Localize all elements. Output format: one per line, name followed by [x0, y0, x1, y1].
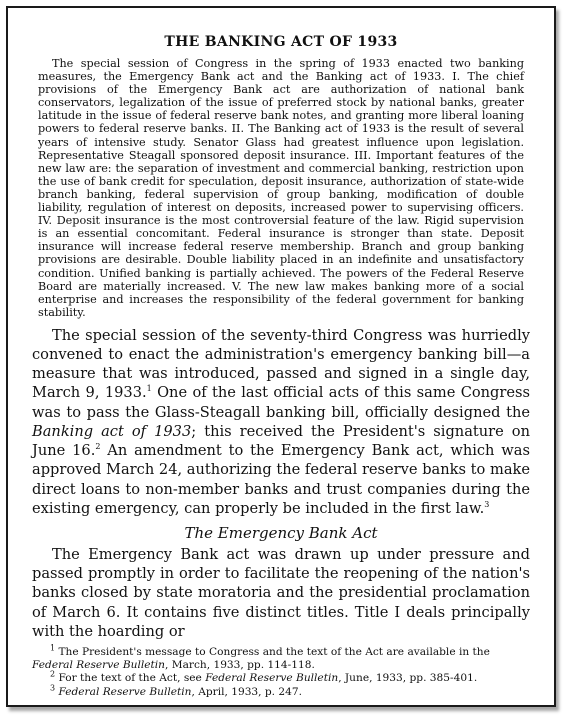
- intro-paragraph: [32, 326, 530, 518]
- intro-text-b: One of the last official acts of this same Congress was to pass the Glass-Steagall banking bill, officially designed the: [32, 384, 530, 421]
- footnote-ref-2: 2: [95, 442, 101, 452]
- section-heading: The Emergency Bank Act: [184, 523, 378, 542]
- footnote-tail: , March, 1933, pp. 114-118.: [165, 659, 315, 672]
- footnote-ref-1: 1: [146, 384, 152, 394]
- footnote-tail: , April, 1933, p. 247.: [191, 685, 303, 698]
- footnote-tail: , June, 1933, pp. 385-401.: [338, 672, 478, 685]
- intro-italic-act-name: Banking act of 1933: [32, 422, 192, 440]
- footnote-3: [32, 683, 530, 699]
- document-page: [32, 34, 530, 699]
- footnote-italic: Federal Reserve Bulletin: [205, 672, 339, 685]
- footnote-number: 1: [50, 643, 56, 653]
- intro-text-c: ; this received the President's signature on June 16.: [32, 422, 530, 460]
- footnote-2: [32, 669, 530, 685]
- footnote-number: 3: [50, 683, 56, 692]
- article-title: THE BANKING ACT OF 1933: [164, 34, 398, 50]
- footnote-text: The President's message to Congress and the text of the Act are available in the: [55, 645, 490, 658]
- footnote-italic: Federal Reserve Bulletin: [32, 659, 165, 672]
- abstract-paragraph: The special session of Congress in the spring of 1933 enacted two banking measures, the Emergency Bank act and the Banking act of 1933. I. The chief provisions of the Emergency Bank act are authorization of national bank conservators, legalization of the issue of preferred stock by national banks, greater latitude in the issue of federal reserve bank notes, and granting more liberal loaning powers to federal reserve banks. II. The Banking act of 1933 is the result of several years of intensive study. Senator Glass had greatest influence upon legislation. Representative Steagall sponsored deposit insurance. III. Important features of the new law are: the separation of investment and commercial banking, restriction upon the use of bank credit for speculation, deposit insurance, authorization of state-wide branch banking, federal supervision of group banking, modification of double liability, regulation of interest on deposits, increased power to supervising officers. IV. Deposit insurance is the most controversial feature of the law. Rigid supervision is an essential concomitant. Federal insurance is stronger than state. Deposit insurance will increase federal reserve membership. Branch and group banking provisions are desirable. Double liability placed in an indefinite and unsatisfactory condition. Unified banking is partially achieved. The powers of the Federal Reserve Board are materially increased. V. The new law makes banking more of a social enterprise and increases the responsibility of the federal government for banking stability.: [38, 57, 524, 319]
- footnotes: [32, 643, 530, 699]
- footnote-ref-3: 3: [484, 499, 490, 509]
- intro-text-d: An amendment to the Emergency Bank act, which was approved March 24, authorizing the federal reserve banks to make direct loans to non-member banks and trust companies during the existing emergency, can properly be included in the first law.: [32, 442, 530, 517]
- intro-text-a: The special session of the seventy-third Congress was hurriedly convened to enact the administration's emergency banking bill—a measure that was introduced, passed and signed in a single day, March 9, 1933.: [32, 326, 530, 402]
- section-paragraph: The Emergency Bank act was drawn up under pressure and passed promptly in order to facilitate the reopening of the nation's banks closed by state moratoria and the presidential proclamation of March 6. It contains five distinct titles. Title I deals principally with the hoarding or: [32, 545, 530, 640]
- footnote-italic: Federal Reserve Bulletin: [58, 685, 192, 698]
- footnote-1: [32, 643, 530, 672]
- document-frame: [6, 6, 556, 707]
- footnote-text: For the text of the Act, see: [55, 672, 206, 685]
- footnote-number: 2: [50, 669, 56, 679]
